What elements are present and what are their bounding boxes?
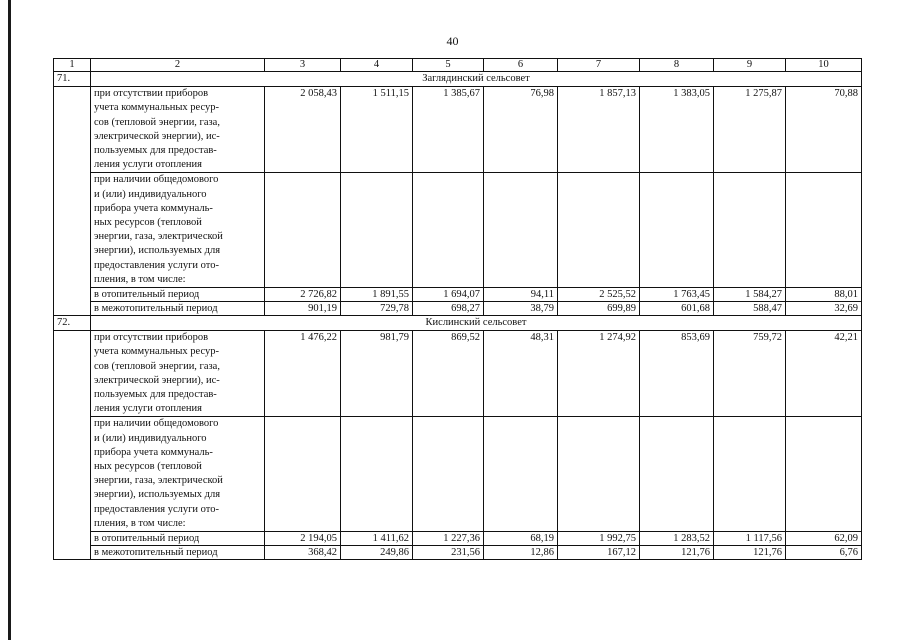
- row-label: в межотопительный период: [91, 302, 265, 316]
- value-cell: 48,31: [484, 331, 558, 417]
- value-cell: 1 891,55: [341, 288, 413, 302]
- text-line: и (или) индивидуального: [94, 188, 207, 200]
- row-label: в межотопительный период: [91, 546, 265, 560]
- table-row: [54, 302, 862, 316]
- value-cell: 1 511,15: [341, 87, 413, 173]
- empty-cell: [640, 417, 714, 532]
- text-line: энергии, газа, электрической: [94, 231, 223, 243]
- empty-cell: [786, 173, 862, 288]
- value-cell: 1 283,52: [640, 532, 714, 546]
- text-line: предоставления услуги ото-: [94, 259, 219, 271]
- value-cell: 94,11: [484, 288, 558, 302]
- empty-cell: [714, 417, 786, 532]
- blank-cell: [54, 331, 91, 560]
- table-row: [54, 546, 862, 560]
- text-line: пользуемых для предостав-: [94, 389, 217, 401]
- value-cell: 1 117,56: [714, 532, 786, 546]
- section-number: 71.: [54, 72, 91, 87]
- header-cell: 4: [341, 59, 413, 72]
- text-line: пления, в том числе:: [94, 273, 186, 285]
- text-line: при отсутствии приборов: [94, 332, 209, 344]
- value-cell: 2 726,82: [265, 288, 341, 302]
- value-cell: 1 857,13: [558, 87, 640, 173]
- value-cell: 981,79: [341, 331, 413, 417]
- section-name: Кислинский сельсовет: [91, 316, 862, 331]
- row-label: в отопительный период: [91, 532, 265, 546]
- table-row: [54, 331, 862, 417]
- text-line: электрической энергии), ис-: [94, 374, 220, 386]
- value-cell: 1 227,36: [413, 532, 484, 546]
- header-cell: 6: [484, 59, 558, 72]
- text-line: при наличии общедомового: [94, 418, 219, 430]
- value-cell: 12,86: [484, 546, 558, 560]
- value-cell: 231,56: [413, 546, 484, 560]
- empty-cell: [786, 417, 862, 532]
- value-cell: 167,12: [558, 546, 640, 560]
- text-line: пользуемых для предостав-: [94, 145, 217, 157]
- empty-cell: [640, 173, 714, 288]
- value-cell: 1 411,62: [341, 532, 413, 546]
- value-cell: 121,76: [714, 546, 786, 560]
- empty-cell: [714, 173, 786, 288]
- value-cell: 76,98: [484, 87, 558, 173]
- value-cell: 2 194,05: [265, 532, 341, 546]
- value-cell: 121,76: [640, 546, 714, 560]
- value-cell: 32,69: [786, 302, 862, 316]
- value-cell: 901,19: [265, 302, 341, 316]
- section-name: Заглядинский сельсовет: [91, 72, 862, 87]
- header-cell: 7: [558, 59, 640, 72]
- value-cell: 869,52: [413, 331, 484, 417]
- section-number: 72.: [54, 316, 91, 331]
- text-line: сов (тепловой энергии, газа,: [94, 360, 220, 372]
- value-cell: 1 992,75: [558, 532, 640, 546]
- header-cell: 9: [714, 59, 786, 72]
- empty-cell: [265, 173, 341, 288]
- value-cell: 70,88: [786, 87, 862, 173]
- value-cell: 249,86: [341, 546, 413, 560]
- section-row: [54, 72, 862, 87]
- value-cell: 1 476,22: [265, 331, 341, 417]
- value-cell: 729,78: [341, 302, 413, 316]
- table-row: [54, 173, 862, 288]
- value-cell: 588,47: [714, 302, 786, 316]
- row-description: [91, 331, 265, 417]
- table-row: [54, 87, 862, 173]
- text-line: ления услуги отопления: [94, 403, 202, 415]
- value-cell: 698,27: [413, 302, 484, 316]
- row-label: в отопительный период: [91, 288, 265, 302]
- text-line: при отсутствии приборов: [94, 88, 209, 100]
- empty-cell: [413, 417, 484, 532]
- row-description: [91, 87, 265, 173]
- binding-edge-line: [8, 0, 11, 640]
- table-row: [54, 532, 862, 546]
- table-row: [54, 288, 862, 302]
- empty-cell: [341, 173, 413, 288]
- value-cell: 699,89: [558, 302, 640, 316]
- table-row: [54, 417, 862, 532]
- value-cell: 68,19: [484, 532, 558, 546]
- text-line: энергии), используемых для: [94, 489, 221, 501]
- text-line: электрической энергии), ис-: [94, 130, 220, 142]
- header-cell: 2: [91, 59, 265, 72]
- tariff-table: [53, 58, 862, 560]
- page-number: 40: [446, 34, 459, 48]
- text-line: энергии), используемых для: [94, 245, 221, 257]
- value-cell: 38,79: [484, 302, 558, 316]
- row-description: [91, 173, 265, 288]
- empty-cell: [265, 417, 341, 532]
- value-cell: 1 763,45: [640, 288, 714, 302]
- value-cell: 759,72: [714, 331, 786, 417]
- text-line: при наличии общедомового: [94, 174, 219, 186]
- header-cell: 1: [54, 59, 91, 72]
- section-row: [54, 316, 862, 331]
- value-cell: 6,76: [786, 546, 862, 560]
- text-line: прибора учета коммуналь-: [94, 446, 213, 458]
- value-cell: 1 383,05: [640, 87, 714, 173]
- text-line: учета коммунальных ресур-: [94, 102, 219, 114]
- value-cell: 42,21: [786, 331, 862, 417]
- header-row: [54, 59, 862, 72]
- row-description: [91, 417, 265, 532]
- empty-cell: [558, 417, 640, 532]
- value-cell: 1 275,87: [714, 87, 786, 173]
- empty-cell: [413, 173, 484, 288]
- value-cell: 2 525,52: [558, 288, 640, 302]
- text-line: и (или) индивидуального: [94, 432, 207, 444]
- header-cell: 8: [640, 59, 714, 72]
- text-line: ных ресурсов (тепловой: [94, 217, 202, 229]
- header-cell: 5: [413, 59, 484, 72]
- empty-cell: [558, 173, 640, 288]
- text-line: предоставления услуги ото-: [94, 503, 219, 515]
- value-cell: 88,01: [786, 288, 862, 302]
- header-cell: 3: [265, 59, 341, 72]
- text-line: энергии, газа, электрической: [94, 475, 223, 487]
- text-line: пления, в том числе:: [94, 517, 186, 529]
- empty-cell: [484, 417, 558, 532]
- header-cell: 10: [786, 59, 862, 72]
- value-cell: 601,68: [640, 302, 714, 316]
- blank-cell: [54, 87, 91, 316]
- value-cell: 2 058,43: [265, 87, 341, 173]
- value-cell: 1 385,67: [413, 87, 484, 173]
- text-line: ных ресурсов (тепловой: [94, 461, 202, 473]
- text-line: прибора учета коммуналь-: [94, 202, 213, 214]
- text-line: ления услуги отопления: [94, 159, 202, 171]
- value-cell: 1 694,07: [413, 288, 484, 302]
- value-cell: 62,09: [786, 532, 862, 546]
- value-cell: 1 584,27: [714, 288, 786, 302]
- value-cell: 1 274,92: [558, 331, 640, 417]
- value-cell: 368,42: [265, 546, 341, 560]
- value-cell: 853,69: [640, 331, 714, 417]
- empty-cell: [484, 173, 558, 288]
- text-line: учета коммунальных ресур-: [94, 346, 219, 358]
- empty-cell: [341, 417, 413, 532]
- text-line: сов (тепловой энергии, газа,: [94, 116, 220, 128]
